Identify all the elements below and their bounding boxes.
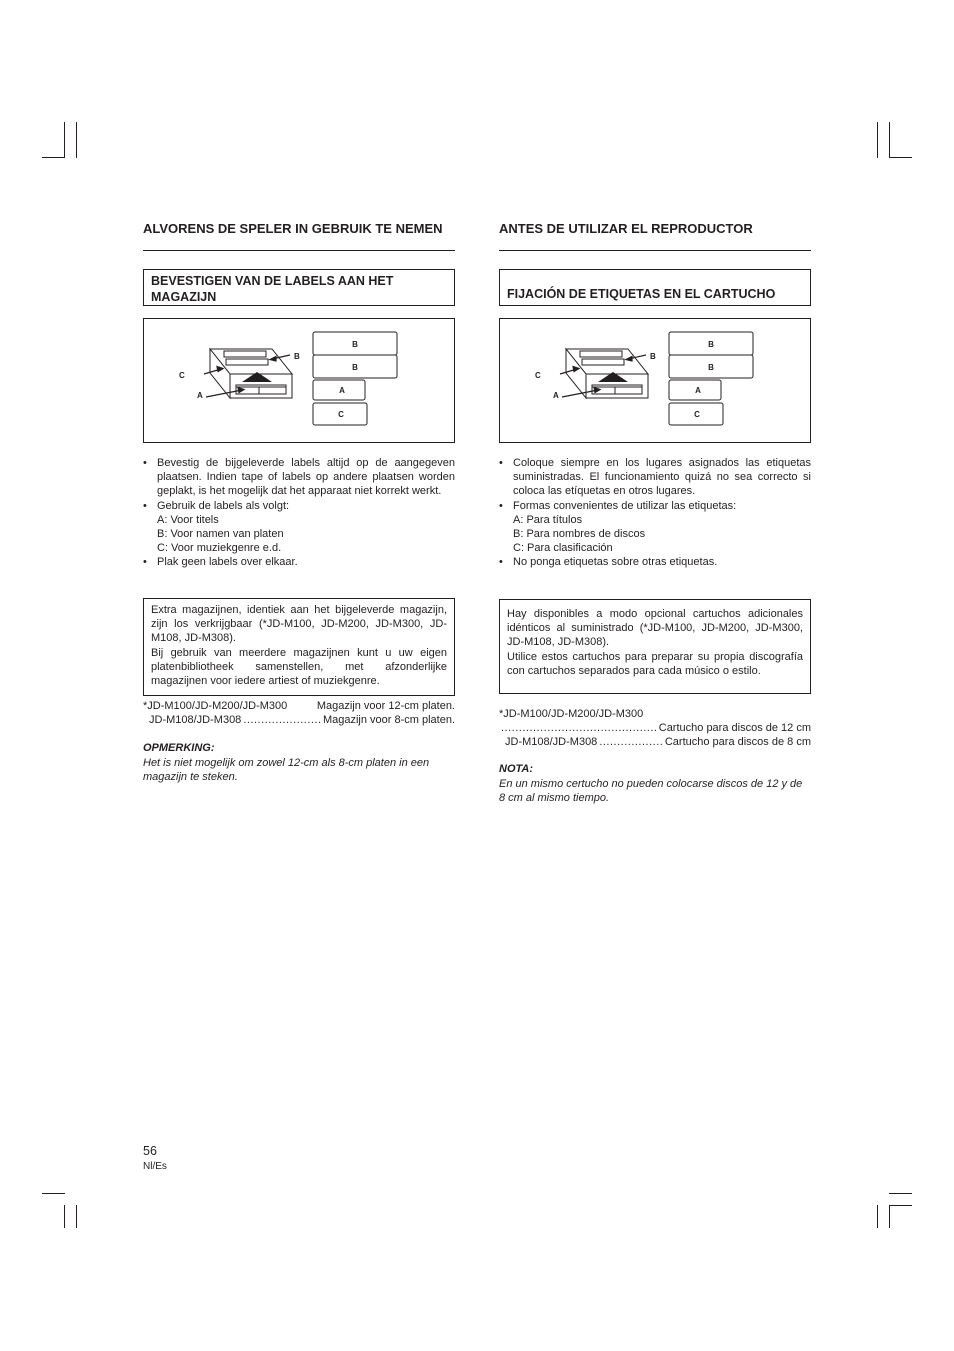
model-description: Cartucho para discos de 12 cm <box>658 722 811 735</box>
list-item: • Formas convenientes de utilizar las etiquetas: A: Para títulos B: Para nombres de discos C: Para clasificación <box>499 499 811 556</box>
note-heading: NOTA: <box>499 763 534 775</box>
subsection-title: FIJACIÓN DE ETIQUETAS EN EL CARTUCHO <box>507 287 776 301</box>
model-row <box>499 735 811 749</box>
instruction-list <box>499 456 811 570</box>
label-figure <box>143 318 455 443</box>
model-name: JD-M108/JD-M308 <box>505 736 598 749</box>
page-number: 56 <box>143 1144 157 1158</box>
crop-mark <box>889 1205 912 1206</box>
note-text: En un mismo certucho no pueden colocarse discos de 12 y de 8 cm al mismo tiempo. <box>499 778 803 805</box>
label-sheet-b-text: B <box>708 340 714 349</box>
crop-mark <box>42 1193 65 1194</box>
info-paragraph: Hay disponibles a modo opcional cartuchos adicionales idénticos al suministrado (*JD-M100, JD-M200, JD-M300, JD-M108, JD-M308). <box>507 608 803 649</box>
list-item: • Plak geen labels over elkaar. <box>143 556 298 569</box>
note-heading: OPMERKING: <box>143 742 215 754</box>
label-use-b: B: Para nombres de discos <box>513 528 646 541</box>
list-item: • Coloque siempre en los lugares asignados las etiquetas suministradas. El funcionamiento quizá no sea correcto si coloca las etíquetas en otros lugares. <box>499 457 811 498</box>
info-box <box>143 598 455 696</box>
model-row <box>143 699 455 713</box>
info-paragraph: Extra magazijnen, identiek aan het bijgeleverde magazijn, zijn los verkrijgbaar (*JD-M100, JD-M200, JD-M300, JD-M108, JD-M308). <box>151 604 447 645</box>
bullet-icon: • <box>143 499 147 512</box>
section-rule <box>143 250 455 251</box>
leader-dots <box>243 713 321 727</box>
crop-mark <box>889 122 890 158</box>
note-text: Het is niet mogelijk om zowel 12-cm als 8-cm platen in een magazijn te steken. <box>143 757 430 784</box>
label-use-a: A: Voor titels <box>157 513 219 526</box>
bullet-icon: • <box>499 499 503 512</box>
section-title: ANTES DE UTILIZAR EL REPRODUCTOR <box>499 221 753 236</box>
section-rule <box>499 250 811 251</box>
label-sheet-a-text: A <box>339 386 345 395</box>
crop-mark <box>76 1205 77 1228</box>
info-paragraph: Utilice estos cartuchos para preparar su propia discografía con cartuchos separados para cada músico o estilo. <box>507 650 803 677</box>
bullet-icon: • <box>499 556 503 569</box>
label-c-marker: C <box>535 371 541 380</box>
crop-mark <box>877 122 878 158</box>
label-a-marker: A <box>553 391 559 400</box>
label-use-c: C: Voor muziekgenre e.d. <box>157 542 282 555</box>
bullet-icon: • <box>499 457 503 469</box>
label-figure <box>499 318 811 443</box>
label-c-marker: C <box>179 371 185 380</box>
leader-dots <box>501 721 657 735</box>
label-sheet-c-text: C <box>694 410 700 419</box>
model-name: *JD-M100/JD-M200/JD-M300 <box>499 708 644 720</box>
magazine-illustration <box>500 319 810 442</box>
instruction-list <box>143 456 455 570</box>
label-sheet-c-text: C <box>338 410 344 419</box>
model-description: Magazijn voor 8-cm platen. <box>322 714 455 727</box>
list-item: • Gebruik de labels als volgt: A: Voor titels B: Voor namen van platen C: Voor muziekgenre e.d. <box>143 499 455 556</box>
crop-mark <box>877 1205 878 1228</box>
label-sheet-b-text: B <box>352 363 358 372</box>
label-use-b: B: Voor namen van platen <box>157 528 284 541</box>
list-item: • No ponga etiquetas sobre otras etiquetas. <box>499 556 718 569</box>
subsection-box <box>499 269 811 306</box>
model-name: JD-M108/JD-M308 <box>149 714 242 727</box>
crop-mark <box>889 157 912 158</box>
crop-mark <box>889 1205 890 1228</box>
crop-mark <box>889 1193 912 1194</box>
subsection-box <box>143 269 455 306</box>
label-use-a: A: Para títulos <box>513 513 583 526</box>
crop-mark <box>42 157 65 158</box>
label-b-marker: B <box>650 352 656 361</box>
bullet-icon: • <box>143 457 147 469</box>
crop-mark <box>64 122 65 158</box>
crop-mark <box>76 122 77 158</box>
label-a-marker: A <box>197 391 203 400</box>
label-sheet-b-text: B <box>708 363 714 372</box>
language-code: Nl/Es <box>143 1161 167 1172</box>
model-row <box>143 713 455 727</box>
leader-dots <box>599 735 663 749</box>
model-list <box>499 707 811 750</box>
bullet-icon: • <box>143 556 147 569</box>
model-description: Cartucho para discos de 8 cm <box>664 736 811 749</box>
label-sheet-b-text: B <box>352 340 358 349</box>
crop-mark <box>64 1205 65 1228</box>
section-title: ALVORENS DE SPELER IN GEBRUIK TE NEMEN <box>143 221 443 236</box>
model-name: *JD-M100/JD-M200/JD-M300 <box>143 700 288 712</box>
info-box <box>499 599 811 694</box>
model-row <box>499 707 811 721</box>
model-list <box>143 699 455 727</box>
info-paragraph: Bij gebruik van meerdere magazijnen kunt u uw eigen platenbibliotheek samenstellen, met afzonderlijke magazijnen voor iedere artiest of muziekgenre. <box>151 646 447 688</box>
magazine-illustration <box>144 319 454 442</box>
model-description: Magazijn voor 12-cm platen. <box>316 700 455 712</box>
model-row <box>499 721 811 735</box>
list-item: • Bevestig de bijgeleverde labels altijd op de aangegeven plaatsen. Indien tape of labels op andere plaatsen worden geplakt, is het mogelijk dat het apparaat niet korrekt werkt. <box>143 457 455 498</box>
label-use-c: C: Para clasificación <box>513 542 613 555</box>
label-b-marker: B <box>294 352 300 361</box>
subsection-title: BEVESTIGEN VAN DE LABELS AAN HET MAGAZIJN <box>151 274 394 304</box>
label-sheet-a-text: A <box>695 386 701 395</box>
